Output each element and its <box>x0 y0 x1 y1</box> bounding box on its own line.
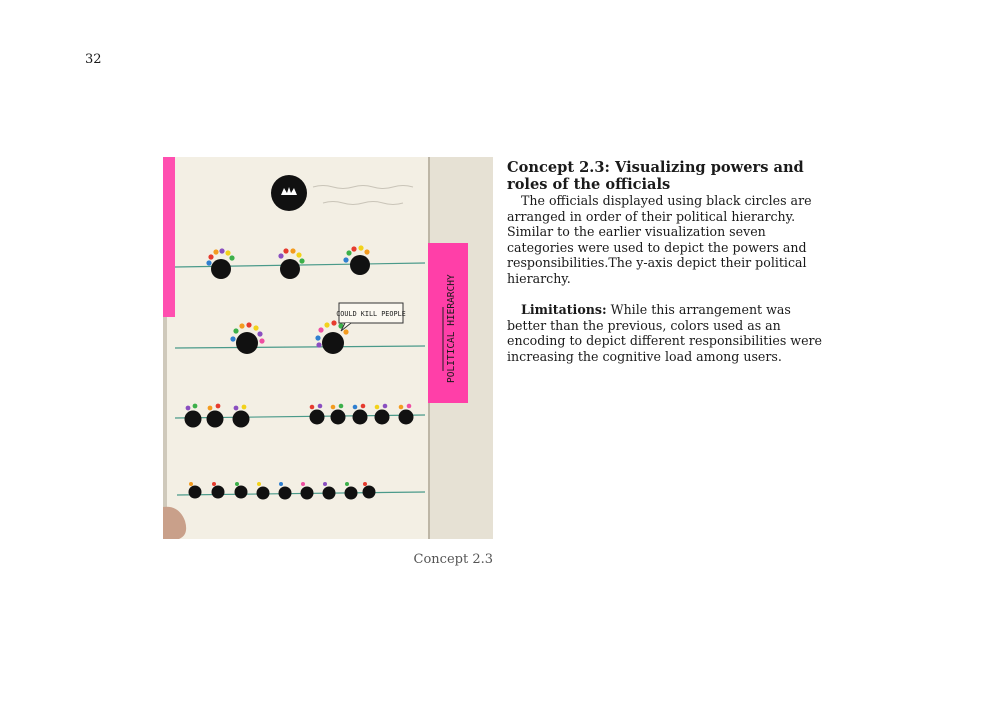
limitations-text: While this arrangement was better than the previous, colors used as an encoding to depict different responsibilities were increasing the cognitive load among users. <box>507 302 823 364</box>
sticky-tab-left <box>163 157 175 317</box>
limitations-label: Limitations: <box>521 302 607 318</box>
sticky-note <box>428 243 468 403</box>
figure-caption: Concept 2.3 <box>413 552 493 567</box>
text-block <box>507 159 827 365</box>
annotation-text: COULD KILL PEOPLE <box>336 310 406 318</box>
body-paragraph: The officials displayed using black circles are arranged in order of their political hierarchy. Similar to the earlier visualization seven categories were used to depict the powers and responsibilities.The y-axis depict their political hierarchy. <box>507 193 812 286</box>
concept-sketch-photo <box>163 157 493 539</box>
section-heading: Concept 2.3: Visualizing powers and roles of the officials <box>507 159 804 193</box>
page-number: 32 <box>85 52 102 67</box>
sticky-note-text: POLITICAL HIERARCHY <box>446 274 457 383</box>
limitations-paragraph <box>507 302 827 364</box>
